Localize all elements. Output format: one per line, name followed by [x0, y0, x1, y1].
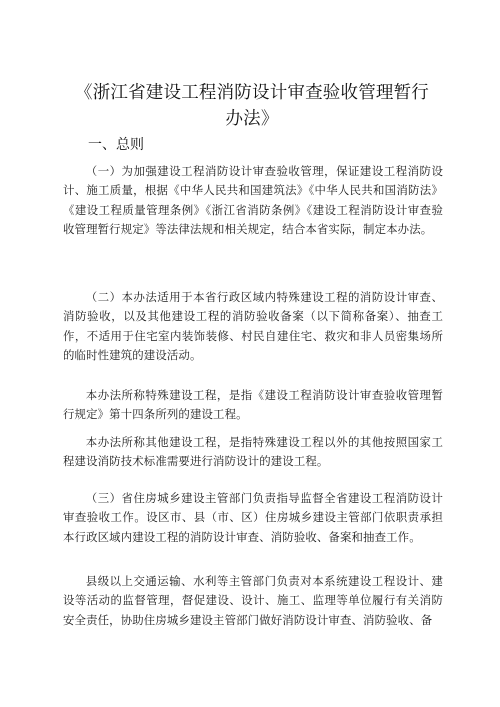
section-heading: 一、总则 — [88, 137, 144, 153]
document-title: 《浙江省建设工程消防设计审查验收管理暂行办法》 — [75, 83, 429, 129]
paragraph-6: 县级以上交通运输、水利等主管部门负责对本系统建设工程设计、建设等活动的监督管理，督促建设、设计、施工、监理等单位履行有关消防安全责任，协助住房城乡建设主管部门做好消防设计审查、消防验收、备 — [63, 574, 443, 627]
paragraph-4: 本办法所称其他建设工程，是指特殊建设工程以外的其他按照国家工程建设消防技术标准需要进行消防设计的建设工程。 — [63, 435, 443, 469]
paragraph-5: （三）省住房城乡建设主管部门负责指导监督全省建设工程消防设计审查验收工作。设区市、县（市、区）住房城乡建设主管部门依职责承担本行政区域内建设工程的消防设计审查、消防验收、备案和抽查工作。 — [63, 491, 443, 544]
paragraph-1: （一）为加强建设工程消防设计审查验收管理，保证建设工程消防设计、施工质量，根据《中华人民共和国建筑法》《中华人民共和国消防法》《建设工程质量管理条例》《浙江省消防条例》《建设工程消防设计审查验收管理暂行规定》等法律法规和相关规定，结合本省实际，制定本办法。 — [63, 164, 443, 236]
paragraph-2: （二）本办法适用于本省行政区域内特殊建设工程的消防设计审查、消防验收，以及其他建设工程的消防验收备案（以下简称备案）、抽查工作，不适用于住宅室内装饰装修、村民自建住宅、救灾和非人员密集场所的临时性建筑的建设活动。 — [63, 290, 443, 362]
paragraph-3: 本办法所称特殊建设工程，是指《建设工程消防设计审查验收管理暂行规定》第十四条所列的建设工程。 — [63, 388, 443, 422]
